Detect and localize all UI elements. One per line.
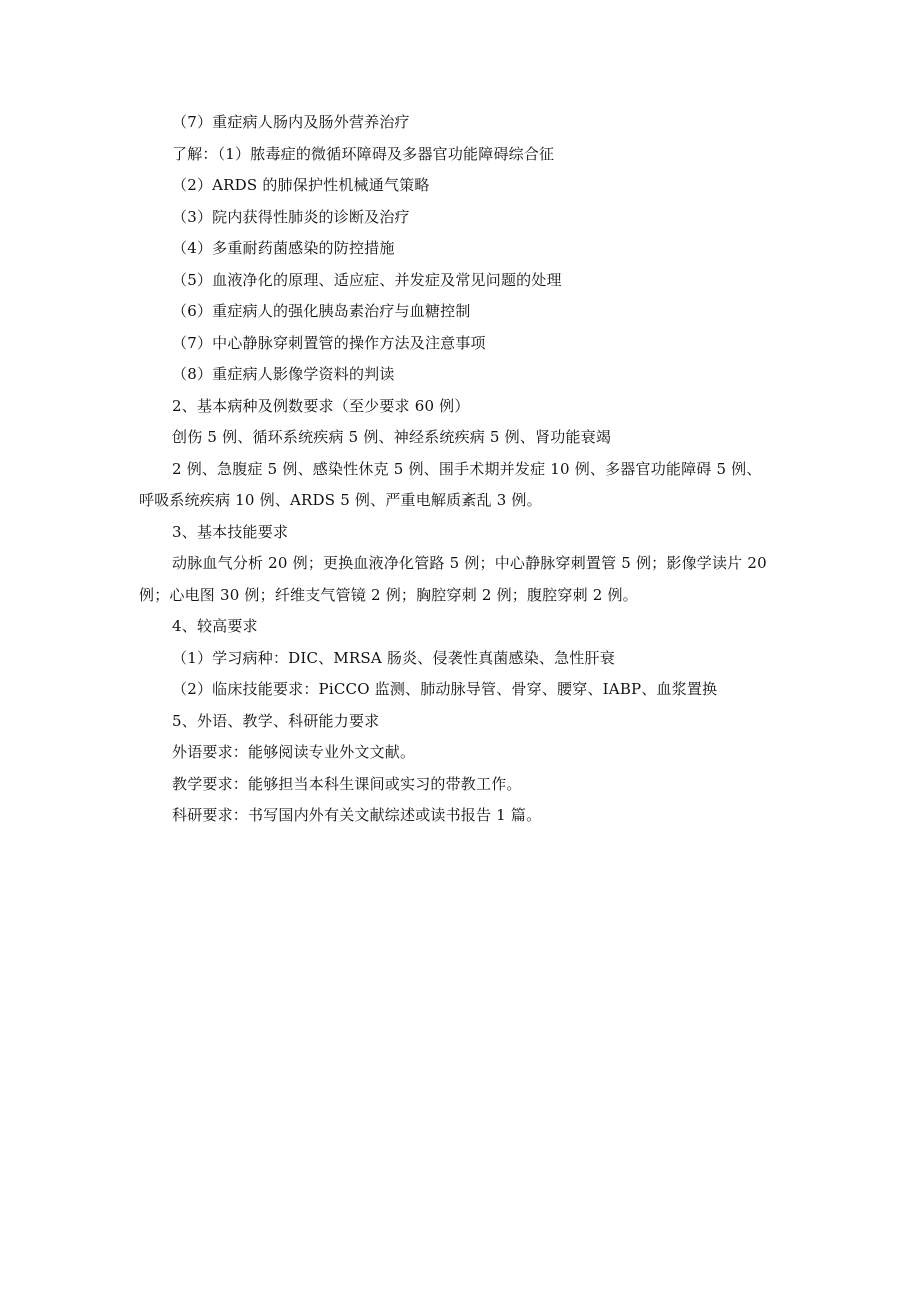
text-line: （4）多重耐药菌感染的防控措施 xyxy=(172,239,395,257)
section-heading: 4、较高要求 xyxy=(172,617,258,635)
text-line: 动脉血气分析 20 例；更换血液净化管路 5 例；中心静脉穿刺置管 5 例；影像学读片 20 xyxy=(172,554,767,572)
text-line: 例；心电图 30 例；纤维支气管镜 2 例；胸腔穿刺 2 例；腹腔穿刺 2 例。 xyxy=(139,586,638,604)
text-line: 了解：（1）脓毒症的微循环障碍及多器官功能障碍综合征 xyxy=(172,145,555,163)
text-line: 教学要求：能够担当本科生课间或实习的带教工作。 xyxy=(172,775,522,793)
text-line: （5）血液净化的原理、适应症、并发症及常见问题的处理 xyxy=(172,271,562,289)
text-line: 外语要求：能够阅读专业外文文献。 xyxy=(172,743,416,761)
section-heading: 3、基本技能要求 xyxy=(172,523,289,541)
text-line: 科研要求：书写国内外有关文献综述或读书报告 1 篇。 xyxy=(172,806,542,824)
text-line: （6）重症病人的强化胰岛素治疗与血糖控制 xyxy=(172,302,471,320)
text-line: （2）临床技能要求：PiCCO 监测、肺动脉导管、骨穿、腰穿、IABP、血浆置换 xyxy=(172,680,718,698)
text-line: （7）重症病人肠内及肠外营养治疗 xyxy=(172,113,410,131)
text-line: （2）ARDS 的肺保护性机械通气策略 xyxy=(172,176,430,194)
section-heading: 2、基本病种及例数要求（至少要求 60 例） xyxy=(172,397,470,415)
text-line: 呼吸系统疾病 10 例、ARDS 5 例、严重电解质紊乱 3 例。 xyxy=(139,491,542,509)
section-heading: 5、外语、教学、科研能力要求 xyxy=(172,712,380,730)
text-line: （3）院内获得性肺炎的诊断及治疗 xyxy=(172,208,410,226)
text-line: 2 例、急腹症 5 例、感染性休克 5 例、围手术期并发症 10 例、多器官功能障碍 5 例、 xyxy=(172,460,762,478)
text-line: （8）重症病人影像学资料的判读 xyxy=(172,365,395,383)
text-line: （7）中心静脉穿刺置管的操作方法及注意事项 xyxy=(172,334,486,352)
text-line: 创伤 5 例、循环系统疾病 5 例、神经系统疾病 5 例、肾功能衰竭 xyxy=(172,428,612,446)
text-line: （1）学习病种：DIC、MRSA 肠炎、侵袭性真菌感染、急性肝衰 xyxy=(172,649,615,667)
